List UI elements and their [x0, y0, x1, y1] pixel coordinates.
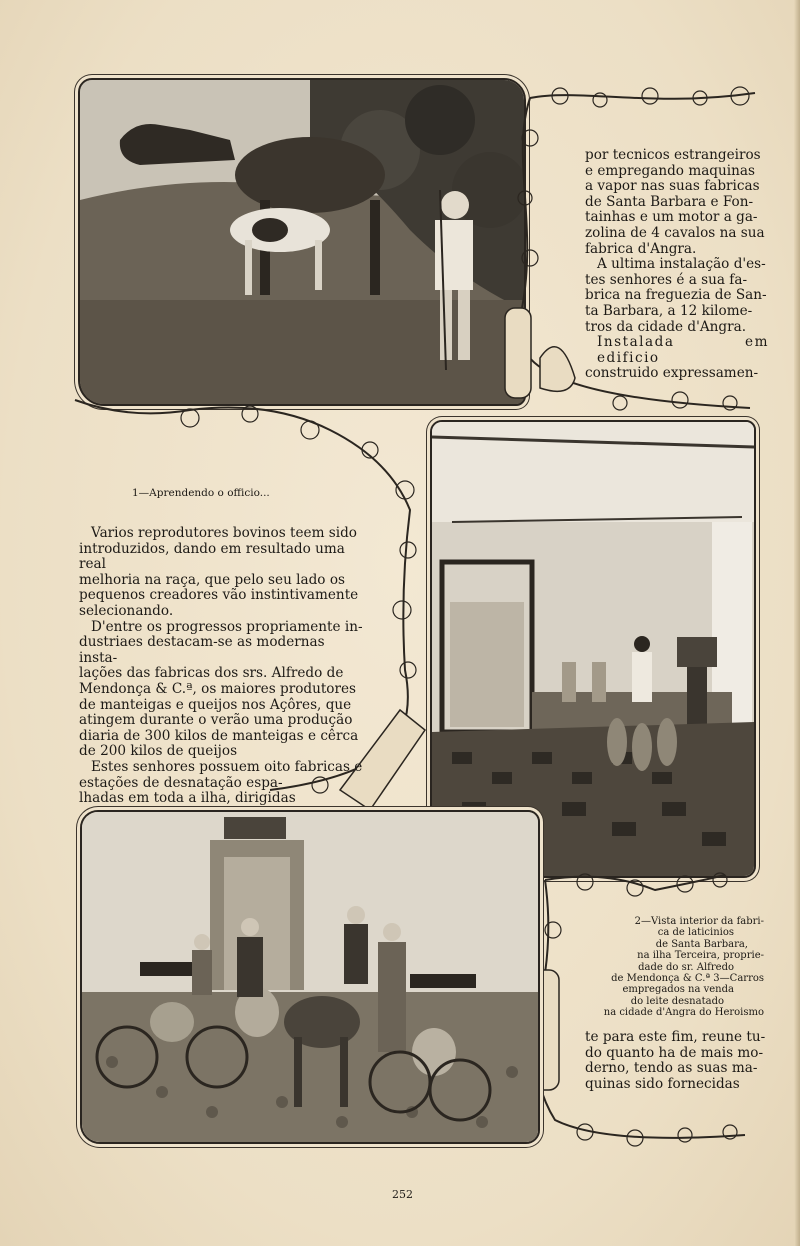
text-line: introduzidos, dando em resultado uma real [79, 540, 345, 573]
caption-line: de Mendonça & C.ª 3—Carros [611, 973, 764, 985]
text-line: por tecnicos estrangeiros [585, 147, 761, 163]
page-number: 252 [392, 1188, 413, 1201]
text-line: quinas sido fornecidas [585, 1075, 740, 1092]
caption-line: empregados na venda [622, 984, 734, 996]
caption-line: na cidade d'Angra do Heroismo [603, 1007, 764, 1019]
text-line: de Santa Barbara e Fon- [585, 193, 754, 210]
text-line: tes senhores é a sua fa- [585, 271, 748, 288]
caption-line: do leite desnatado [630, 995, 724, 1007]
text-line: construido expressamen- [585, 365, 759, 382]
text-line: do quanto ha de mais mo- [585, 1044, 764, 1061]
article-text-right-top [585, 148, 769, 382]
text-line: melhoria na raça, que pelo seu lado os [79, 571, 345, 588]
text-line: fabrica d'Angra. [585, 240, 697, 257]
text-line: atingem durante o verão uma produção [79, 712, 353, 729]
text-line: tainhas e um motor a ga- [585, 209, 758, 226]
photo-cows-and-child-image [80, 80, 524, 404]
text-line: Estes senhores possuem oito fabricas e [91, 758, 363, 775]
caption-line: na ilha Terceira, proprie- [637, 950, 764, 962]
photo-milk-carts [80, 810, 540, 1144]
article-text-left-middle [79, 526, 363, 807]
caption-line: dade do sr. Alfredo [638, 961, 734, 973]
text-line: de manteigas e queijos nos Açôres, que [79, 696, 352, 713]
text-line: lhadas em toda a ilha, dirigidas [79, 790, 296, 807]
photo-milk-carts-image [82, 812, 538, 1142]
text-line: brica na freguezia de San- [585, 287, 767, 304]
text-line: lações das fabricas dos srs. Alfredo de [79, 665, 344, 682]
text-line: a vapor nas suas fabricas [585, 178, 760, 195]
text-line: tros da cidade d'Angra. [585, 318, 747, 335]
article-text-right-bottom [585, 1030, 769, 1092]
text-line: estações de desnatação espa- [79, 774, 283, 791]
text-line: dustriaes destacam-se as modernas insta- [79, 634, 325, 666]
text-line: zolina de 4 cavalos na sua [585, 224, 765, 241]
caption-line: 2—Vista interior da fabri- [634, 916, 764, 927]
text-line: Mendonça & C.ª, os maiores produtores [79, 680, 357, 697]
text-line: selecionando. [79, 602, 174, 619]
photo-dairy-interior-image [432, 422, 754, 876]
text-line: pequenos creadores vão instintivamente [79, 587, 359, 604]
caption-photo-1: 1—Aprendendo o officio... [132, 487, 270, 499]
text-line: e empregando maquinas [585, 162, 755, 179]
photo-learning-the-trade [78, 78, 526, 406]
caption-photos-2-and-3 [580, 916, 764, 1019]
text-line: derno, tendo as suas ma- [585, 1060, 758, 1077]
text-line: A ultima instalação d'es- [597, 256, 766, 273]
text-line: diaria de 300 kilos de manteigas e cêrca [79, 727, 359, 744]
text-line: de 200 kilos de queijos [79, 743, 238, 760]
text-line: Varios reprodutores bovinos teem sido [91, 525, 357, 541]
text-line: Instalada em edificio [597, 334, 769, 366]
text-line: ta Barbara, a 12 kilome- [585, 302, 753, 319]
caption-line: de Santa Barbara, [655, 938, 748, 950]
caption-line: ca de laticinios [657, 927, 734, 939]
text-line: D'entre os progressos propriamente in- [91, 618, 363, 635]
page-gutter-shadow [794, 0, 800, 1246]
text-line: te para este fim, reune tu- [585, 1029, 766, 1045]
